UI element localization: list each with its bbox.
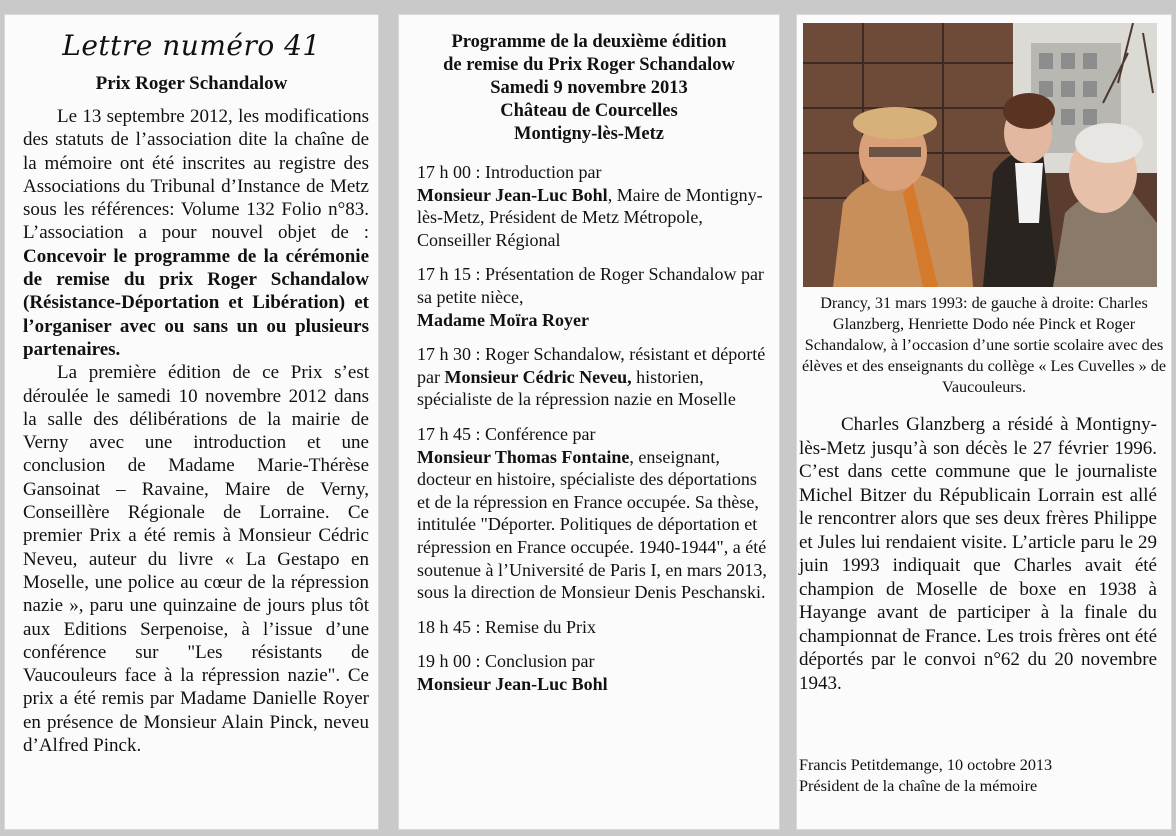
programme-item <box>417 263 769 331</box>
group-photo-image <box>803 23 1157 287</box>
programme-header-line: Samedi 9 novembre 2013 <box>490 78 688 98</box>
paragraph-glanzberg: Charles Glanzberg a résidé à Montigny-lès-Metz jusqu’à son décès le 27 février 1996. C’est dans cette commune que le journaliste Michel Bitzer du Républicain Lorrain est allé le rencontrer alors que ses deux frères Philippe et Jules lui rendaient visite. L’article paru le 29 juin 1993 indiquait que Charles avait été champion de Moselle de boxe en 1938 à Hayange avant de participer à la finale du championnat de France. Les trois frères ont été déportés par le convoi n°62 du 20 novembre 1943. <box>799 414 1157 694</box>
programme-item-lead: 19 h 00 : Conclusion par <box>417 651 595 672</box>
programme-item-person: Madame Moïra Royer <box>417 309 589 330</box>
programme-item-lead: 17 h 30 : Roger Schandalow, résistant et déporté par <box>417 344 766 387</box>
programme-item <box>417 343 769 411</box>
signature-name-date: Francis Petitdemange, 10 octobre 2013 <box>799 756 1053 774</box>
programme-item <box>417 650 769 695</box>
programme-item-lead: 18 h 45 : Remise du Prix <box>417 616 596 637</box>
right-panel <box>796 14 1172 830</box>
programme-header-line: Programme de la deuxième édition <box>451 32 727 52</box>
paragraph-statutes <box>23 105 369 361</box>
prize-title: Prix Roger Schandalow <box>95 73 288 94</box>
programme-item <box>417 616 769 639</box>
paragraph-statutes-objective: Concevoir le programme de la cérémonie de remise du prix Roger Schandalow (Résistance-Déportation et Libération) et l’organiser avec ou sans un ou plusieurs partenaires. <box>23 245 369 360</box>
paragraph-first-edition: La première édition de ce Prix s’est déroulée le samedi 10 novembre 2012 dans la salle des délibérations de la mairie de Verny avec une introduction et une conclusion de Madame Marie-Thérèse Gansoinat – Ravaine, Maire de Verny, Conseillère Régionale de Lorraine. Ce premier Prix a été remis à Monsieur Cédric Neveu, auteur du livre « La Gestapo en Moselle, une police au cœur de la répression nazie », paru une quinzaine de jours plus tôt aux Editions Serpenoise, à l’issue d’une conférence sur "Les résistants de Vaucouleurs face à la répression nazie". Ce prix a été remis par Madame Danielle Royer en présence de Monsieur Alain Pinck, neveu d’Alfred Pinck. <box>23 362 369 757</box>
programme-header-line: Château de Courcelles <box>500 101 678 121</box>
programme-list <box>417 161 769 707</box>
programme-item-detail: , enseignant, docteur en histoire, spécialiste des déportations et de la répression en France occupée. Sa thèse, intitulée "Déporter. Politiques de déportation et répression en France occupée. 1940-1944", a été soutenue à l’Université de Paris I, en mars 2013, sous la direction de Monsieur Denis Peschanski. <box>417 446 767 603</box>
programme-item-lead: 17 h 15 : Présentation de Roger Schandalow par sa petite nièce, <box>417 264 764 307</box>
right-panel-text <box>799 413 1157 695</box>
programme-header <box>399 31 779 146</box>
middle-panel <box>398 14 780 830</box>
left-panel-text <box>23 105 369 757</box>
programme-item-person: Monsieur Jean-Luc Bohl <box>417 673 608 694</box>
programme-item <box>417 423 769 604</box>
signature <box>799 755 1157 797</box>
programme-item-lead: 17 h 45 : Conférence par <box>417 423 596 444</box>
programme-item-lead: 17 h 00 : Introduction par <box>417 162 602 182</box>
programme-item-detail: , Maire de Montigny-lès-Metz, Président de Metz Métropole, Conseiller Régional <box>417 184 763 250</box>
programme-item-detail: historien, spécialiste de la répression nazie en Moselle <box>417 366 736 410</box>
programme-header-line: de remise du Prix Roger Schandalow <box>443 55 735 75</box>
programme-item-person: Monsieur Cédric Neveu, <box>444 366 632 387</box>
photo-caption: Drancy, 31 mars 1993: de gauche à droite: Charles Glanzberg, Henriette Dodo née Pinck et Roger Schandalow, à l’occasion d’une sortie scolaire avec des élèves et des enseignants du collège « Les Cuvelles » de Vaucouleurs. <box>801 294 1167 396</box>
paragraph-statutes-text: Le 13 septembre 2012, les modifications des statuts de l’association dite la chaîne de la mémoire ont été inscrites au registre des Associations du Tribunal d’Instance de Metz sous les références: Volume 132 Folio n°83. L’association a pour nouvel objet de : <box>23 106 369 244</box>
programme-item-person: Monsieur Jean-Luc Bohl <box>417 184 608 205</box>
programme-item <box>417 161 769 251</box>
programme-header-line: Montigny-lès-Metz <box>513 124 664 144</box>
programme-item-person: Monsieur Thomas Fontaine <box>417 446 630 467</box>
letter-title: Lettre numéro 41 <box>62 29 321 62</box>
group-photo <box>803 23 1157 287</box>
signature-title: Président de la chaîne de la mémoire <box>799 777 1038 795</box>
left-panel <box>4 14 379 830</box>
